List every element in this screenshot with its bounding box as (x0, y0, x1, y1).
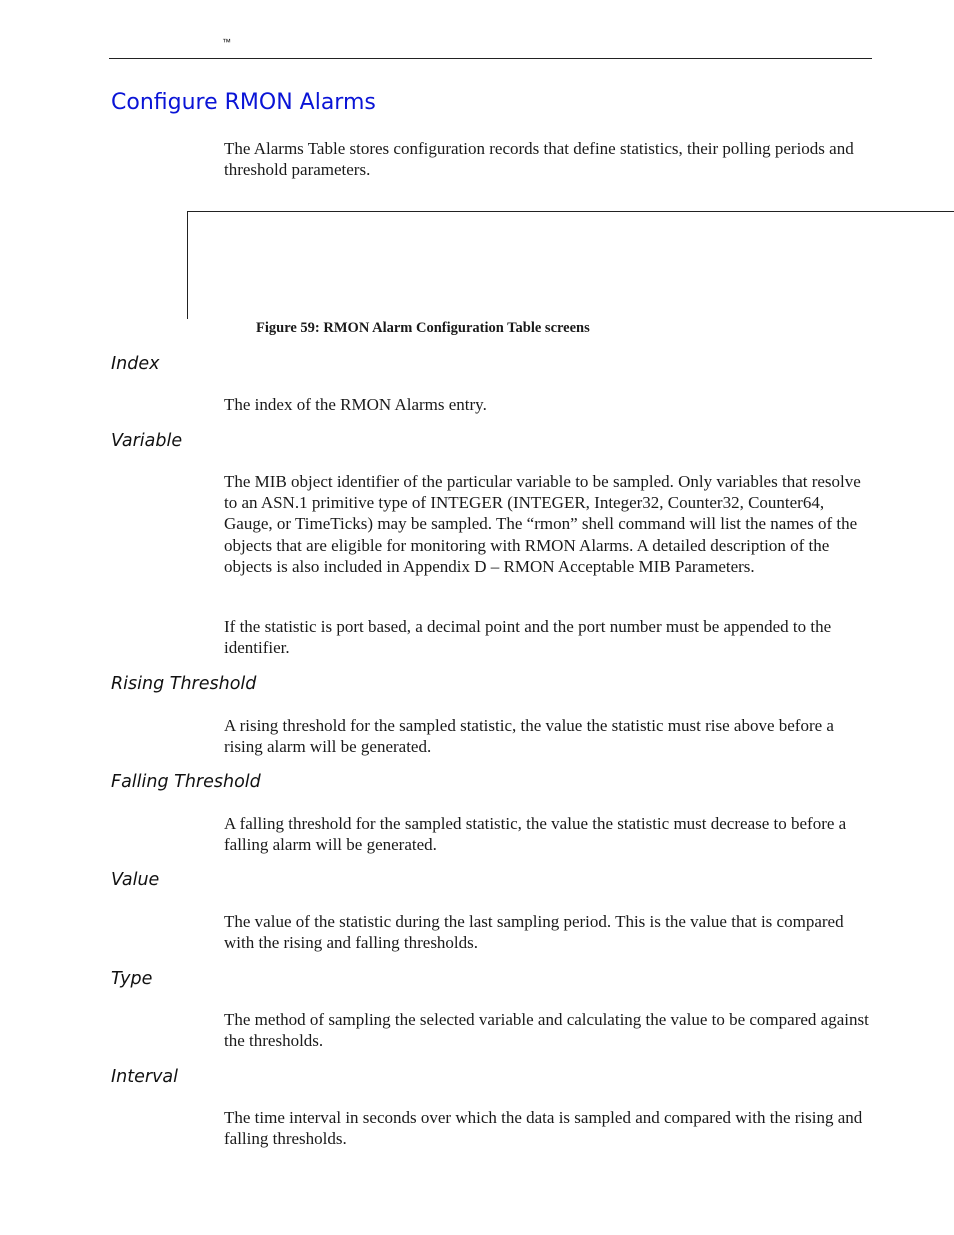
interval-description: The time interval in seconds over which the data is sampled and compared with the rising and falling thresholds. (224, 1108, 863, 1149)
rising-threshold-description: A rising threshold for the sampled statistic, the value the statistic must rise above before a rising alarm will be generated. (224, 716, 834, 757)
header-rule (109, 58, 872, 59)
figure-caption: Figure 59: RMON Alarm Configuration Table screens (256, 320, 590, 336)
variable-description: The MIB object identifier of the particular variable to be sampled. Only variables that resolve to an ASN.1 primitive type of INTEGER (INTEGER, Integer32, Counter32, Counter64, Gauge, or TimeTicks) may be sampled. The “rmon” shell command will list the names of the objects that are eligible for monitoring with RMON Alarms. A detailed description of the objects is also included in Appendix D – RMON Acceptable MIB Parameters. (224, 472, 861, 576)
section-heading-index: Index (111, 354, 160, 374)
section-heading-interval: Interval (111, 1067, 179, 1087)
section-heading-type: Type (111, 969, 153, 989)
trademark-mark: ™ (222, 37, 231, 47)
figure-frame (187, 211, 954, 319)
variable-port-note: If the statistic is port based, a decimal point and the port number must be appended to the identifier. (224, 617, 832, 658)
type-description: The method of sampling the selected variable and calculating the value to be compared against the thresholds. (224, 1010, 869, 1051)
section-heading-value: Value (111, 870, 160, 890)
section-heading-variable: Variable (111, 431, 183, 451)
page-title: Configure RMON Alarms (111, 90, 376, 115)
section-heading-rising-threshold: Rising Threshold (111, 674, 257, 694)
intro-paragraph: The Alarms Table stores configuration records that define statistics, their polling periods and threshold parameters. (224, 139, 854, 180)
value-description: The value of the statistic during the last sampling period. This is the value that is compared with the rising and falling thresholds. (224, 912, 844, 953)
section-heading-falling-threshold: Falling Threshold (111, 772, 261, 792)
index-description: The index of the RMON Alarms entry. (224, 395, 487, 414)
falling-threshold-description: A falling threshold for the sampled statistic, the value the statistic must decrease to before a falling alarm will be generated. (224, 814, 847, 855)
